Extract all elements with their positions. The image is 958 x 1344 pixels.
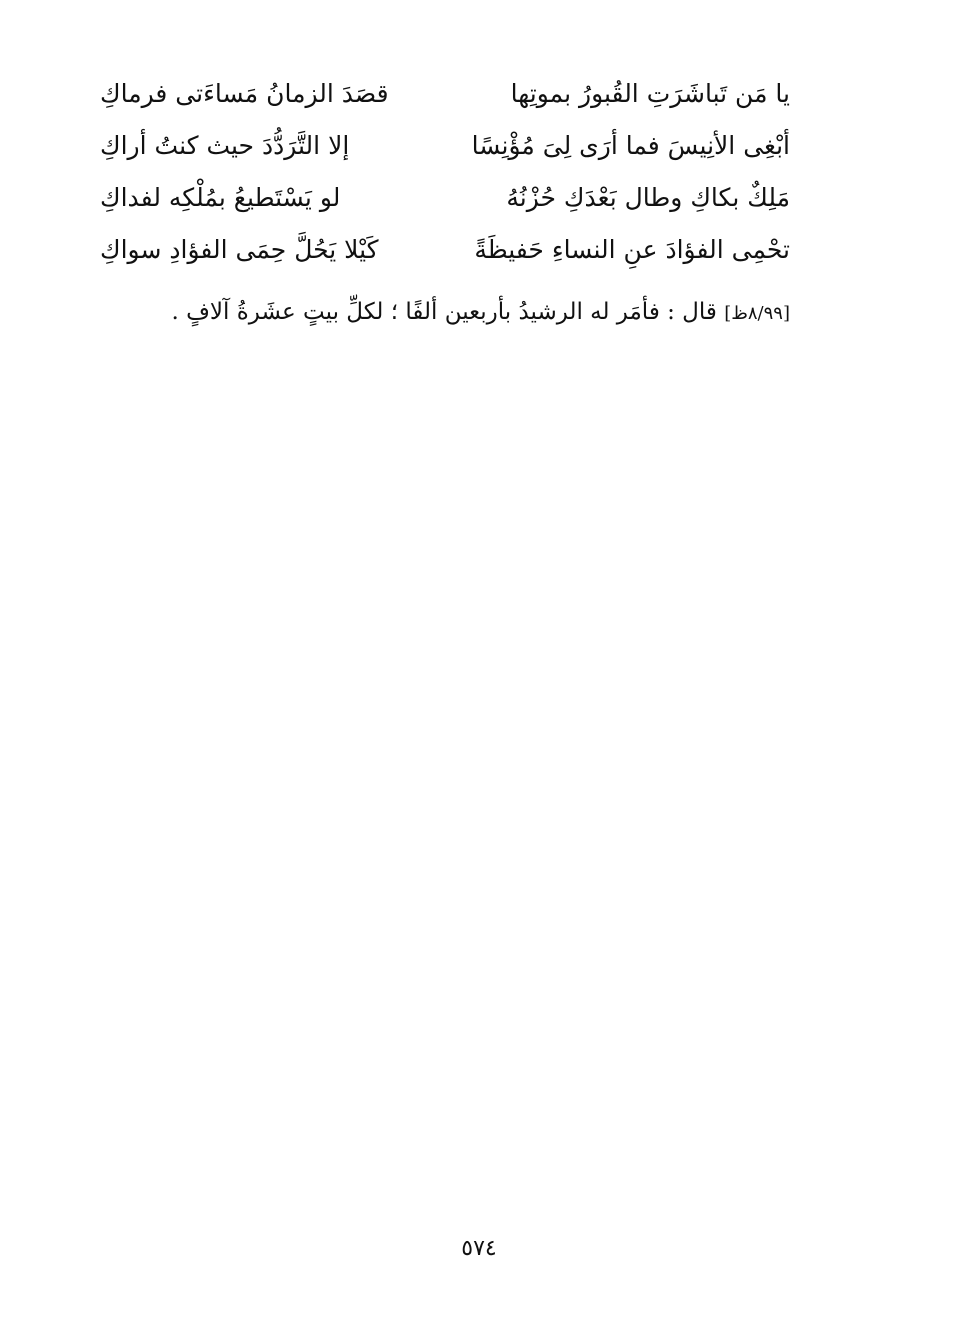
page-number: ٥٧٤ (461, 1236, 497, 1261)
prose-text: قال : فأمَر له الرشيدُ بأربعين ألفًا ؛ لكلِّ بيتٍ عشَرةُ آلافٍ . (171, 299, 717, 325)
verse-line-3 (100, 172, 790, 224)
verse-4-second-hemistich: كَيْلا يَحُلَّ حِمَى الفؤادِ سواكِ (100, 235, 379, 264)
prose-paragraph (120, 292, 790, 334)
verse-line-1 (100, 68, 790, 120)
manuscript-reference: [٨/٩٩ظ] (724, 303, 790, 324)
verse-3-second-hemistich: لو يَسْتَطيعُ بمُلْكِه لفداكِ (100, 183, 341, 212)
verse-2-second-hemistich: إلا التَّرَدُّدَ حيث كنتُ أراكِ (100, 131, 350, 160)
verse-4-first-hemistich: تحْمِى الفؤادَ عنِ النساءِ حَفيظَةً (474, 235, 790, 264)
verse-1-first-hemistich: يا مَن تَباشَرَتِ القُبورُ بموتِها (510, 79, 790, 108)
verse-2-first-hemistich: أبْغِى الأنِيسَ فما أرَى لِىَ مُؤْنِسًا (471, 131, 790, 160)
verse-line-2 (100, 120, 790, 172)
verse-1-second-hemistich: قصَدَ الزمانُ مَساءَتى فرماكِ (100, 79, 389, 108)
verse-line-4 (100, 224, 790, 276)
poem-block (100, 68, 790, 276)
verse-3-first-hemistich: مَلِكٌ بكاكِ وطال بَعْدَكِ حُزْنُهُ (506, 183, 790, 212)
